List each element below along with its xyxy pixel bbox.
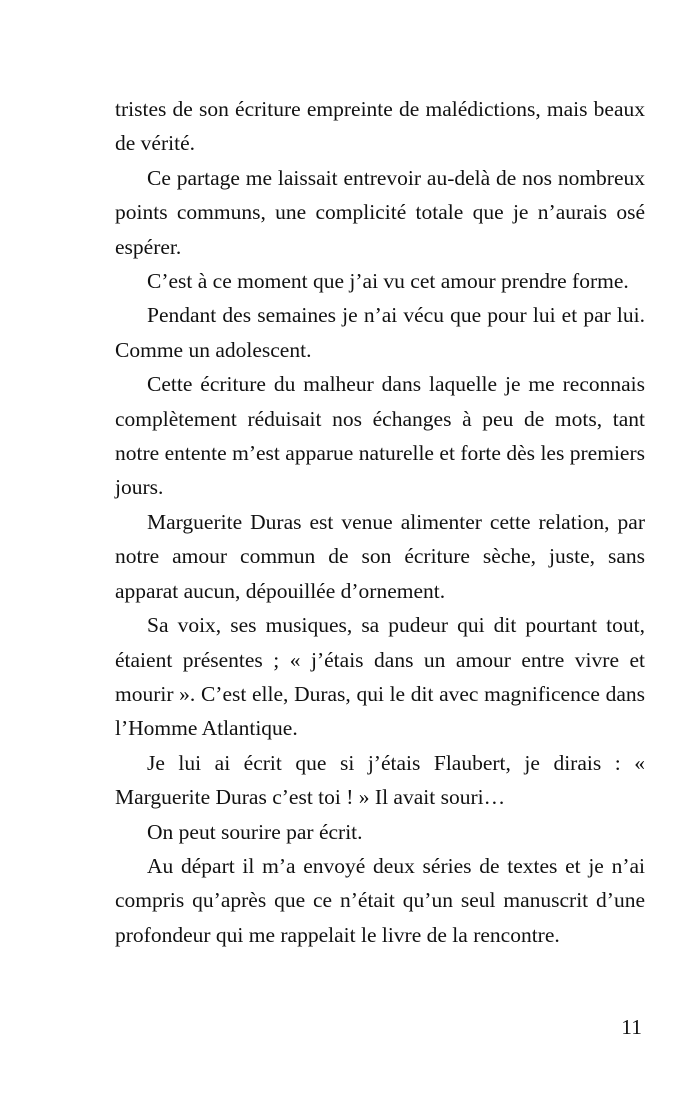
paragraph-9: On peut sourire par écrit. — [147, 819, 363, 844]
body-text — [115, 92, 645, 952]
paragraph-8: Je lui ai écrit que si j’étais Flaubert, je dirais : « Marguerite Duras c’est toi ! » Il avait souri… — [115, 750, 645, 810]
paragraph-3: C’est à ce moment que j’ai vu cet amour prendre forme. — [147, 269, 629, 294]
paragraph-4: Pendant des semaines je n’ai vécu que pour lui et par lui. Comme un adolescent. — [115, 303, 645, 362]
paragraph-6: Marguerite Duras est venue alimenter cette relation, par notre amour commun de son écriture sèche, juste, sans apparat aucun, dépouillée d’ornement. — [115, 509, 645, 603]
paragraph-2: Ce partage me laissait entrevoir au-delà de nos nombreux points communs, une complicité totale que je n’aurais osé espérer. — [115, 165, 645, 259]
page-number: 11 — [621, 1015, 642, 1039]
paragraph-7: Sa voix, ses musiques, sa pudeur qui dit pourtant tout, étaient présentes ; « j’étais dans un amour entre vivre et mourir ». C’est elle, Duras, qui le dit avec magnificence dans l’Homme Atlantique. — [115, 613, 645, 741]
paragraph-10: Au départ il m’a envoyé deux séries de textes et je n’ai compris qu’après que ce n’était qu’un seul manuscrit d’une profondeur qui me rappelait le livre de la rencontre. — [115, 853, 645, 947]
paragraph-5: Cette écriture du malheur dans laquelle je me reconnais complètement réduisait nos échanges à peu de mots, tant notre entente m’est apparue naturelle et forte dès les premiers jours. — [115, 372, 645, 500]
paragraph-1: tristes de son écriture empreinte de malédictions, mais beaux de vérité. — [115, 97, 645, 156]
